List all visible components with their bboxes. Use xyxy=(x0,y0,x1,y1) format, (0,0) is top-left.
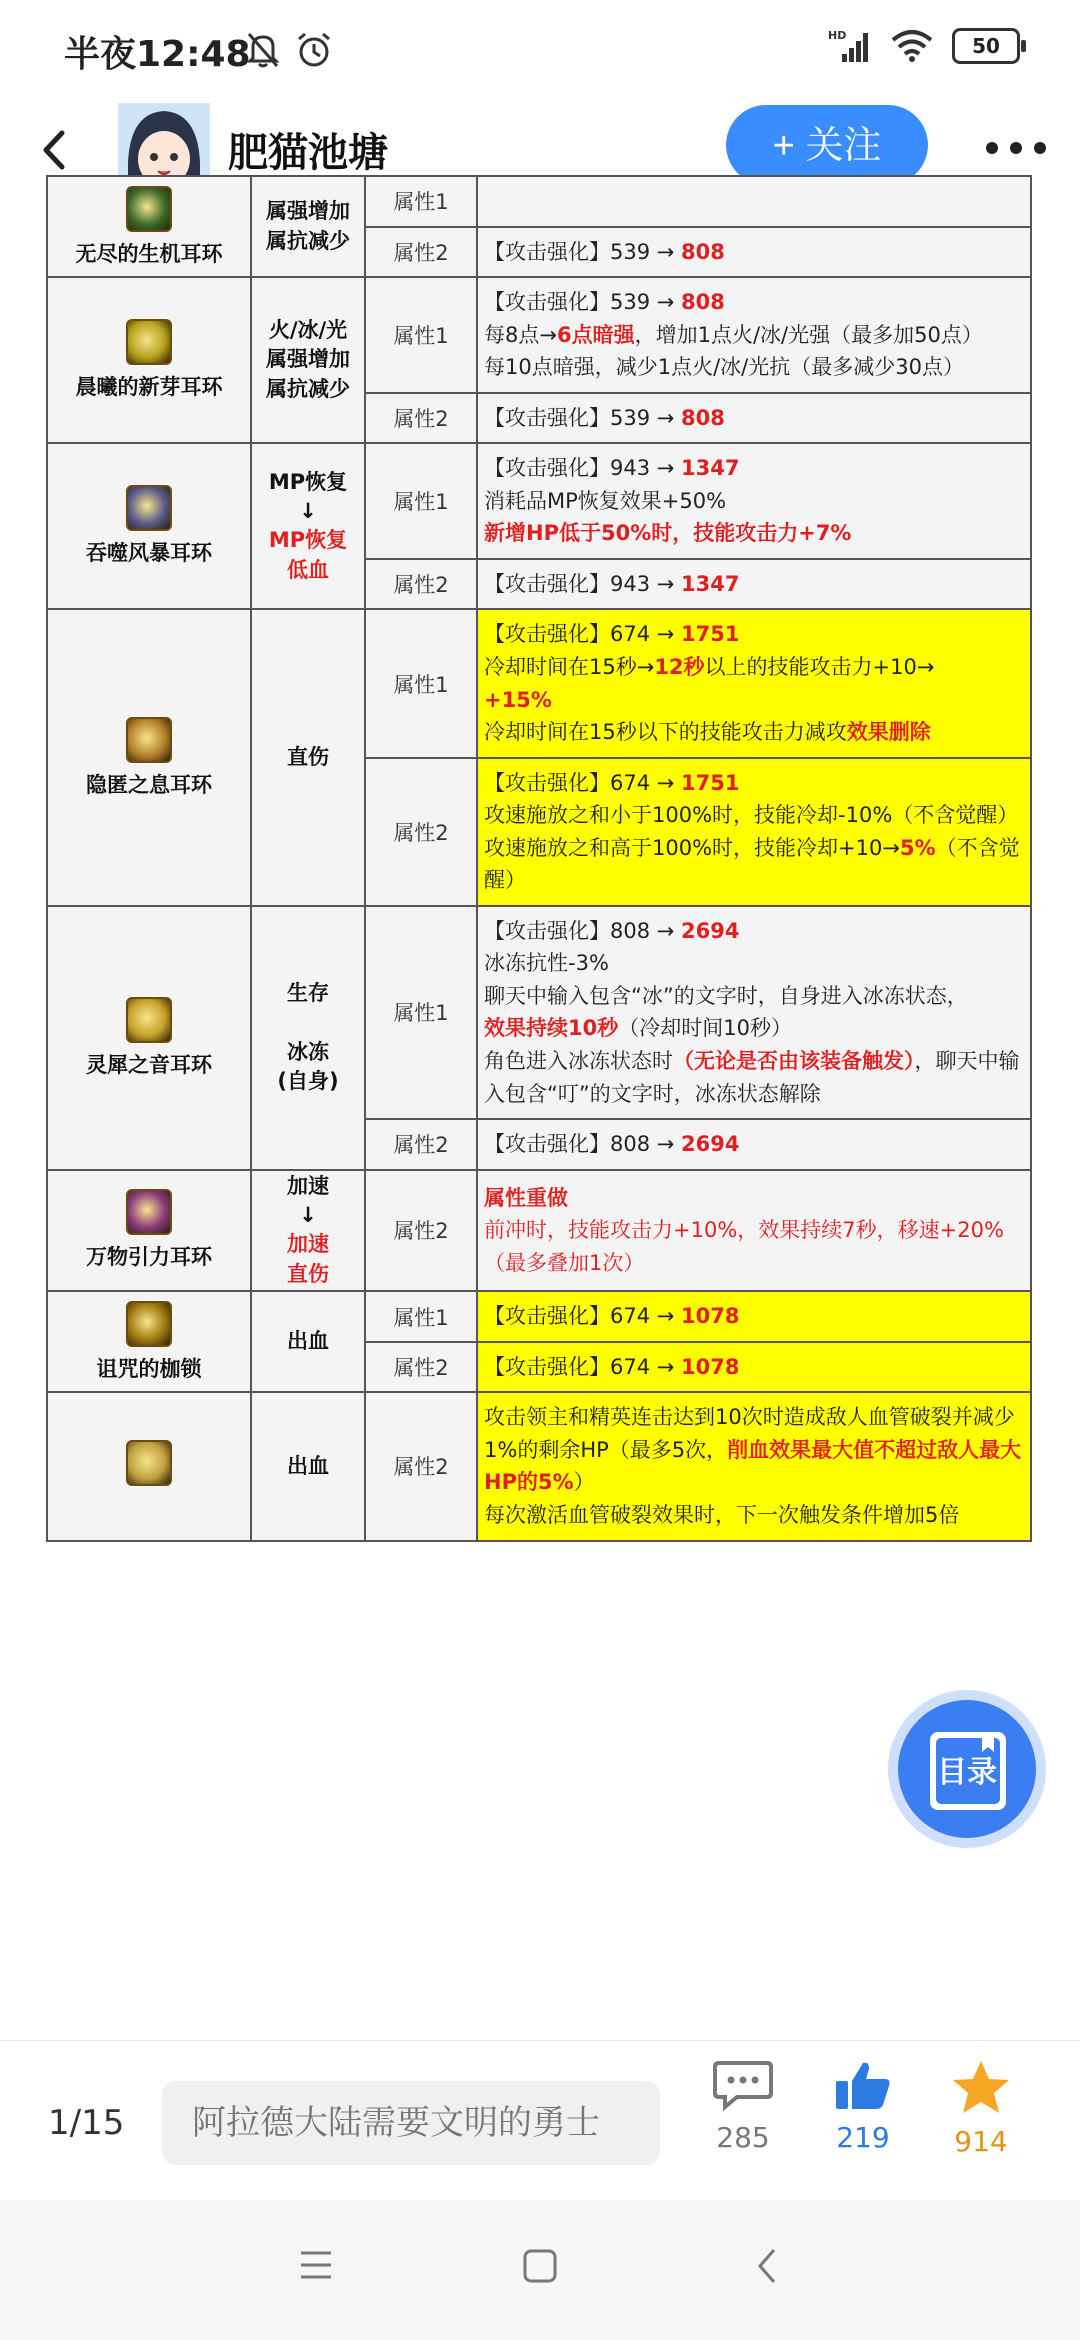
desc-segment: （冷却时间10秒） xyxy=(618,1016,792,1041)
table-row xyxy=(47,1291,1031,1342)
desc-segment: +15% xyxy=(484,687,552,712)
item-type-line: 生存 xyxy=(287,980,329,1005)
bell-off-icon xyxy=(245,30,281,70)
desc-segment: 5% xyxy=(899,835,936,860)
home-icon[interactable] xyxy=(522,2248,558,2284)
attr-label-cell: 属性2 xyxy=(365,1342,477,1393)
favorite-count: 914 xyxy=(954,2125,1008,2158)
attr-label-cell: 属性1 xyxy=(365,609,477,757)
item-icon xyxy=(126,1440,172,1486)
favorite-button[interactable] xyxy=(936,2059,1026,2158)
item-type-line: 出血 xyxy=(287,1453,329,1478)
battery-icon: 50 xyxy=(952,28,1020,64)
item-icon xyxy=(126,485,172,531)
item-type-line: MP恢复 xyxy=(268,528,348,553)
desc-segment: 1751 xyxy=(681,622,740,647)
status-time: 半夜12:48 xyxy=(64,34,251,75)
desc-line xyxy=(484,947,1024,980)
item-name-cell xyxy=(47,443,251,609)
comment-count: 285 xyxy=(716,2121,770,2154)
desc-segment: 每10点暗强，减少1点火/冰/光抗（最多减少30点） xyxy=(484,355,964,380)
item-icon xyxy=(126,319,172,365)
item-type-line: 属抗减少 xyxy=(266,228,350,253)
item-type-line: ↓ xyxy=(299,1203,317,1228)
attr-label-cell: 属性2 xyxy=(365,1119,477,1170)
desc-segment: 消耗品MP恢复效果+50% xyxy=(484,488,727,513)
nav-back-icon[interactable] xyxy=(752,2246,782,2286)
desc-line xyxy=(484,651,1024,684)
item-type-cell xyxy=(251,1291,365,1392)
attr-desc-cell xyxy=(477,1291,1031,1342)
desc-segment: 冷却时间在15秒→ xyxy=(484,655,655,680)
attr-label-cell: 属性1 xyxy=(365,443,477,559)
desc-segment: 1347 xyxy=(681,456,740,481)
desc-line xyxy=(484,1045,1024,1110)
page-indicator: 1/15 xyxy=(48,2103,125,2143)
table-row xyxy=(47,443,1031,559)
desc-segment: 新增HP低于50%时，技能攻击力+7% xyxy=(484,521,852,546)
item-type-cell xyxy=(251,176,365,277)
item-icon xyxy=(126,186,172,232)
attr-desc-cell xyxy=(477,559,1031,610)
attr-label-cell: 属性2 xyxy=(365,559,477,610)
attr-desc-cell xyxy=(477,906,1031,1119)
page-title: 肥猫池塘 xyxy=(228,130,388,176)
desc-segment: 【攻击强化】808 → xyxy=(484,1132,682,1157)
desc-segment: 【攻击强化】943 → xyxy=(484,456,682,481)
item-name-cell xyxy=(47,1291,251,1392)
desc-line xyxy=(484,319,1024,352)
item-name-cell xyxy=(47,1392,251,1540)
item-type-line: (自身) xyxy=(277,1069,339,1094)
hd-label: HD xyxy=(828,29,847,42)
wifi-icon xyxy=(890,28,934,64)
item-name-cell xyxy=(47,277,251,443)
desc-segment: 2694 xyxy=(681,918,740,943)
attr-label-cell: 属性2 xyxy=(365,393,477,444)
desc-segment: 1751 xyxy=(681,770,740,795)
attr-desc-cell xyxy=(477,609,1031,757)
desc-segment: 攻击领主和精英连击达到10次时造成敌人血管破裂并减少1%的剩余HP（最多5次， xyxy=(484,1405,1015,1462)
toc-book-icon xyxy=(898,1700,1036,1838)
item-type-line: MP恢复 xyxy=(268,469,348,494)
desc-segment: 【攻击强化】539 → xyxy=(484,290,682,315)
item-type-cell xyxy=(251,1392,365,1540)
table-row xyxy=(47,277,1031,393)
comment-icon xyxy=(713,2059,773,2111)
desc-line xyxy=(484,1182,1024,1215)
attr-label-cell: 属性1 xyxy=(365,1291,477,1342)
like-icon xyxy=(833,2059,893,2111)
item-type-line: 属强增加 xyxy=(266,199,350,224)
attr-desc-cell xyxy=(477,443,1031,559)
desc-segment: 808 xyxy=(681,405,725,430)
item-type-cell xyxy=(251,277,365,443)
status-icons-left xyxy=(245,30,334,74)
desc-line xyxy=(484,286,1024,319)
desc-segment: 效果删除 xyxy=(846,720,931,745)
desc-segment: 前冲时，技能攻击力+10%，效果持续7秒，移速+20% xyxy=(484,1218,1004,1243)
desc-segment: 每8点→ xyxy=(484,322,557,347)
item-type-line: 火/冰/光 xyxy=(268,318,348,343)
desc-line xyxy=(484,236,1024,269)
desc-line xyxy=(484,402,1024,435)
item-icon xyxy=(126,997,172,1043)
desc-line xyxy=(484,1247,1024,1280)
like-button[interactable] xyxy=(818,2059,908,2154)
desc-segment: 削血效果最大值不超过敌人最大HP的5% xyxy=(484,1437,1022,1495)
desc-segment: 6点暗强 xyxy=(556,322,635,347)
desc-segment: 【攻击强化】674 → xyxy=(484,1304,682,1329)
attr-desc-cell xyxy=(477,176,1031,227)
back-icon[interactable] xyxy=(34,125,74,175)
desc-line xyxy=(484,1300,1024,1333)
desc-segment: 效果持续10秒 xyxy=(484,1016,619,1041)
attr-desc-cell xyxy=(477,227,1031,278)
item-name-cell xyxy=(47,176,251,277)
desc-segment: （最多叠加1次） xyxy=(484,1250,645,1275)
desc-line xyxy=(484,517,1024,550)
attr-label-cell: 属性1 xyxy=(365,176,477,227)
item-type-line: 属强增加 xyxy=(266,347,350,372)
item-type-line: 出血 xyxy=(287,1329,329,1354)
desc-segment: 属性重做 xyxy=(484,1185,568,1210)
like-count: 219 xyxy=(836,2121,890,2154)
desc-line xyxy=(484,1128,1024,1161)
comment-button[interactable] xyxy=(698,2059,788,2154)
desc-segment: 12秒 xyxy=(654,655,705,680)
desc-segment: 1078 xyxy=(681,1304,740,1329)
attr-desc-cell xyxy=(477,1170,1031,1292)
item-type-line: 加速 xyxy=(287,1232,329,1257)
desc-segment: 冷却时间在15秒以下的技能攻击力减攻 xyxy=(484,720,847,745)
attr-label-cell: 属性2 xyxy=(365,758,477,906)
desc-segment: 角色进入冰冻状态时 xyxy=(484,1049,673,1074)
desc-line xyxy=(484,351,1024,384)
item-name: 隐匿之息耳环 xyxy=(86,772,212,797)
desc-line xyxy=(484,1401,1024,1499)
desc-segment: 2694 xyxy=(681,1132,740,1157)
desc-segment: 【攻击强化】674 → xyxy=(484,1354,682,1379)
desc-line xyxy=(484,716,1024,749)
item-type-line: 加速 xyxy=(287,1173,329,1198)
desc-line xyxy=(484,980,1024,1013)
item-type-line: 直伤 xyxy=(287,1261,329,1286)
desc-segment: 【攻击强化】674 → xyxy=(484,622,682,647)
item-name: 无尽的生机耳环 xyxy=(75,241,223,266)
item-type-cell xyxy=(251,906,365,1170)
desc-segment: 以上的技能攻击力+10→ xyxy=(704,655,935,680)
attr-desc-cell xyxy=(477,1342,1031,1393)
comment-input[interactable] xyxy=(162,2081,660,2165)
attr-desc-cell xyxy=(477,758,1031,906)
item-type-line: 直伤 xyxy=(287,744,329,769)
desc-segment: 808 xyxy=(681,239,725,264)
desc-line xyxy=(484,185,1024,218)
item-type-line: ↓ xyxy=(299,498,317,523)
item-name-cell xyxy=(47,1170,251,1292)
desc-segment: ，增加1点火/冰/光强（最多加50点） xyxy=(634,322,983,347)
desc-segment: 1078 xyxy=(681,1354,740,1379)
item-icon xyxy=(126,717,172,763)
attr-label-cell: 属性1 xyxy=(365,277,477,393)
attr-label-cell: 属性2 xyxy=(365,1170,477,1292)
status-icons-right xyxy=(828,28,1020,64)
attr-desc-cell xyxy=(477,393,1031,444)
desc-line xyxy=(484,1012,1024,1045)
desc-segment: 【攻击强化】943 → xyxy=(484,571,682,596)
star-icon xyxy=(951,2059,1011,2115)
item-name: 吞噬风暴耳环 xyxy=(86,541,212,566)
item-type-line xyxy=(253,1008,363,1037)
item-icon xyxy=(126,1189,172,1235)
more-icon[interactable] xyxy=(980,123,1052,173)
desc-line xyxy=(484,485,1024,518)
attr-label-cell: 属性2 xyxy=(365,227,477,278)
desc-segment: 攻速施放之和小于100%时，技能冷却-10%（不含觉醒） xyxy=(484,803,1019,828)
item-name: 万物引力耳环 xyxy=(86,1245,212,1270)
desc-segment: 【攻击强化】808 → xyxy=(484,918,682,943)
desc-segment: （不含觉醒） xyxy=(484,835,1020,893)
desc-line xyxy=(484,799,1024,832)
bottom-bar xyxy=(0,2040,1080,2201)
item-type-cell xyxy=(251,443,365,609)
desc-segment: 【攻击强化】539 → xyxy=(484,405,682,430)
follow-button[interactable]: + 关注 xyxy=(726,105,928,185)
attr-label-cell: 属性1 xyxy=(365,906,477,1119)
desc-line xyxy=(484,767,1024,800)
desc-segment: ，聊天中输入包含“叮”的文字时，冰冻状态解除 xyxy=(484,1049,1020,1106)
menu-icon[interactable] xyxy=(298,2248,334,2282)
desc-line xyxy=(484,568,1024,601)
desc-line xyxy=(484,915,1024,948)
table-row xyxy=(47,1170,1031,1292)
desc-segment: 攻速施放之和高于100%时，技能冷却+10→ xyxy=(484,835,900,860)
desc-segment: 【攻击强化】539 → xyxy=(484,239,682,264)
desc-segment: 聊天中输入包含“冰”的文字时，自身进入冰冻状态， xyxy=(484,983,968,1008)
desc-line xyxy=(484,452,1024,485)
item-name: 诅咒的枷锁 xyxy=(96,1356,202,1381)
desc-line xyxy=(484,1499,1024,1532)
table-row xyxy=(47,176,1031,227)
item-icon xyxy=(126,1301,172,1347)
item-name: 灵犀之音耳环 xyxy=(86,1052,212,1077)
desc-segment: 冰冻抗性-3% xyxy=(484,951,609,976)
attr-label-cell: 属性2 xyxy=(365,1392,477,1540)
toc-label: 目录 xyxy=(937,1755,997,1790)
system-nav-bar xyxy=(0,2200,1080,2340)
desc-segment: 【攻击强化】674 → xyxy=(484,770,682,795)
table-row xyxy=(47,609,1031,757)
item-name-cell xyxy=(47,906,251,1170)
desc-segment: （无论是否由该装备触发） xyxy=(673,1049,915,1074)
attr-desc-cell xyxy=(477,1392,1031,1540)
item-type-cell xyxy=(251,1170,365,1292)
attr-desc-cell xyxy=(477,1119,1031,1170)
desc-line xyxy=(484,1351,1024,1384)
attr-desc-cell xyxy=(477,277,1031,393)
status-bar xyxy=(0,0,1080,95)
desc-segment: 每次激活血管破裂效果时，下一次触发条件增加5倍 xyxy=(484,1502,960,1527)
desc-line xyxy=(484,618,1024,651)
desc-line xyxy=(484,832,1024,897)
table-row xyxy=(47,906,1031,1119)
gear-table xyxy=(46,175,1032,1542)
alarm-icon xyxy=(294,30,334,70)
toc-button[interactable] xyxy=(898,1700,1036,1838)
table-row xyxy=(47,1392,1031,1540)
item-name-cell xyxy=(47,609,251,905)
item-type-line: 冰冻 xyxy=(287,1039,329,1064)
signal-icon xyxy=(828,28,872,64)
desc-segment: 1347 xyxy=(681,571,740,596)
desc-line xyxy=(484,1214,1024,1247)
desc-segment: ） xyxy=(573,1470,595,1495)
item-type-line: 属抗减少 xyxy=(266,376,350,401)
desc-segment: 808 xyxy=(681,290,725,315)
desc-line xyxy=(484,684,1024,717)
item-type-line: 低血 xyxy=(287,557,329,582)
item-name: 晨曦的新芽耳环 xyxy=(75,375,223,400)
item-type-cell xyxy=(251,609,365,905)
